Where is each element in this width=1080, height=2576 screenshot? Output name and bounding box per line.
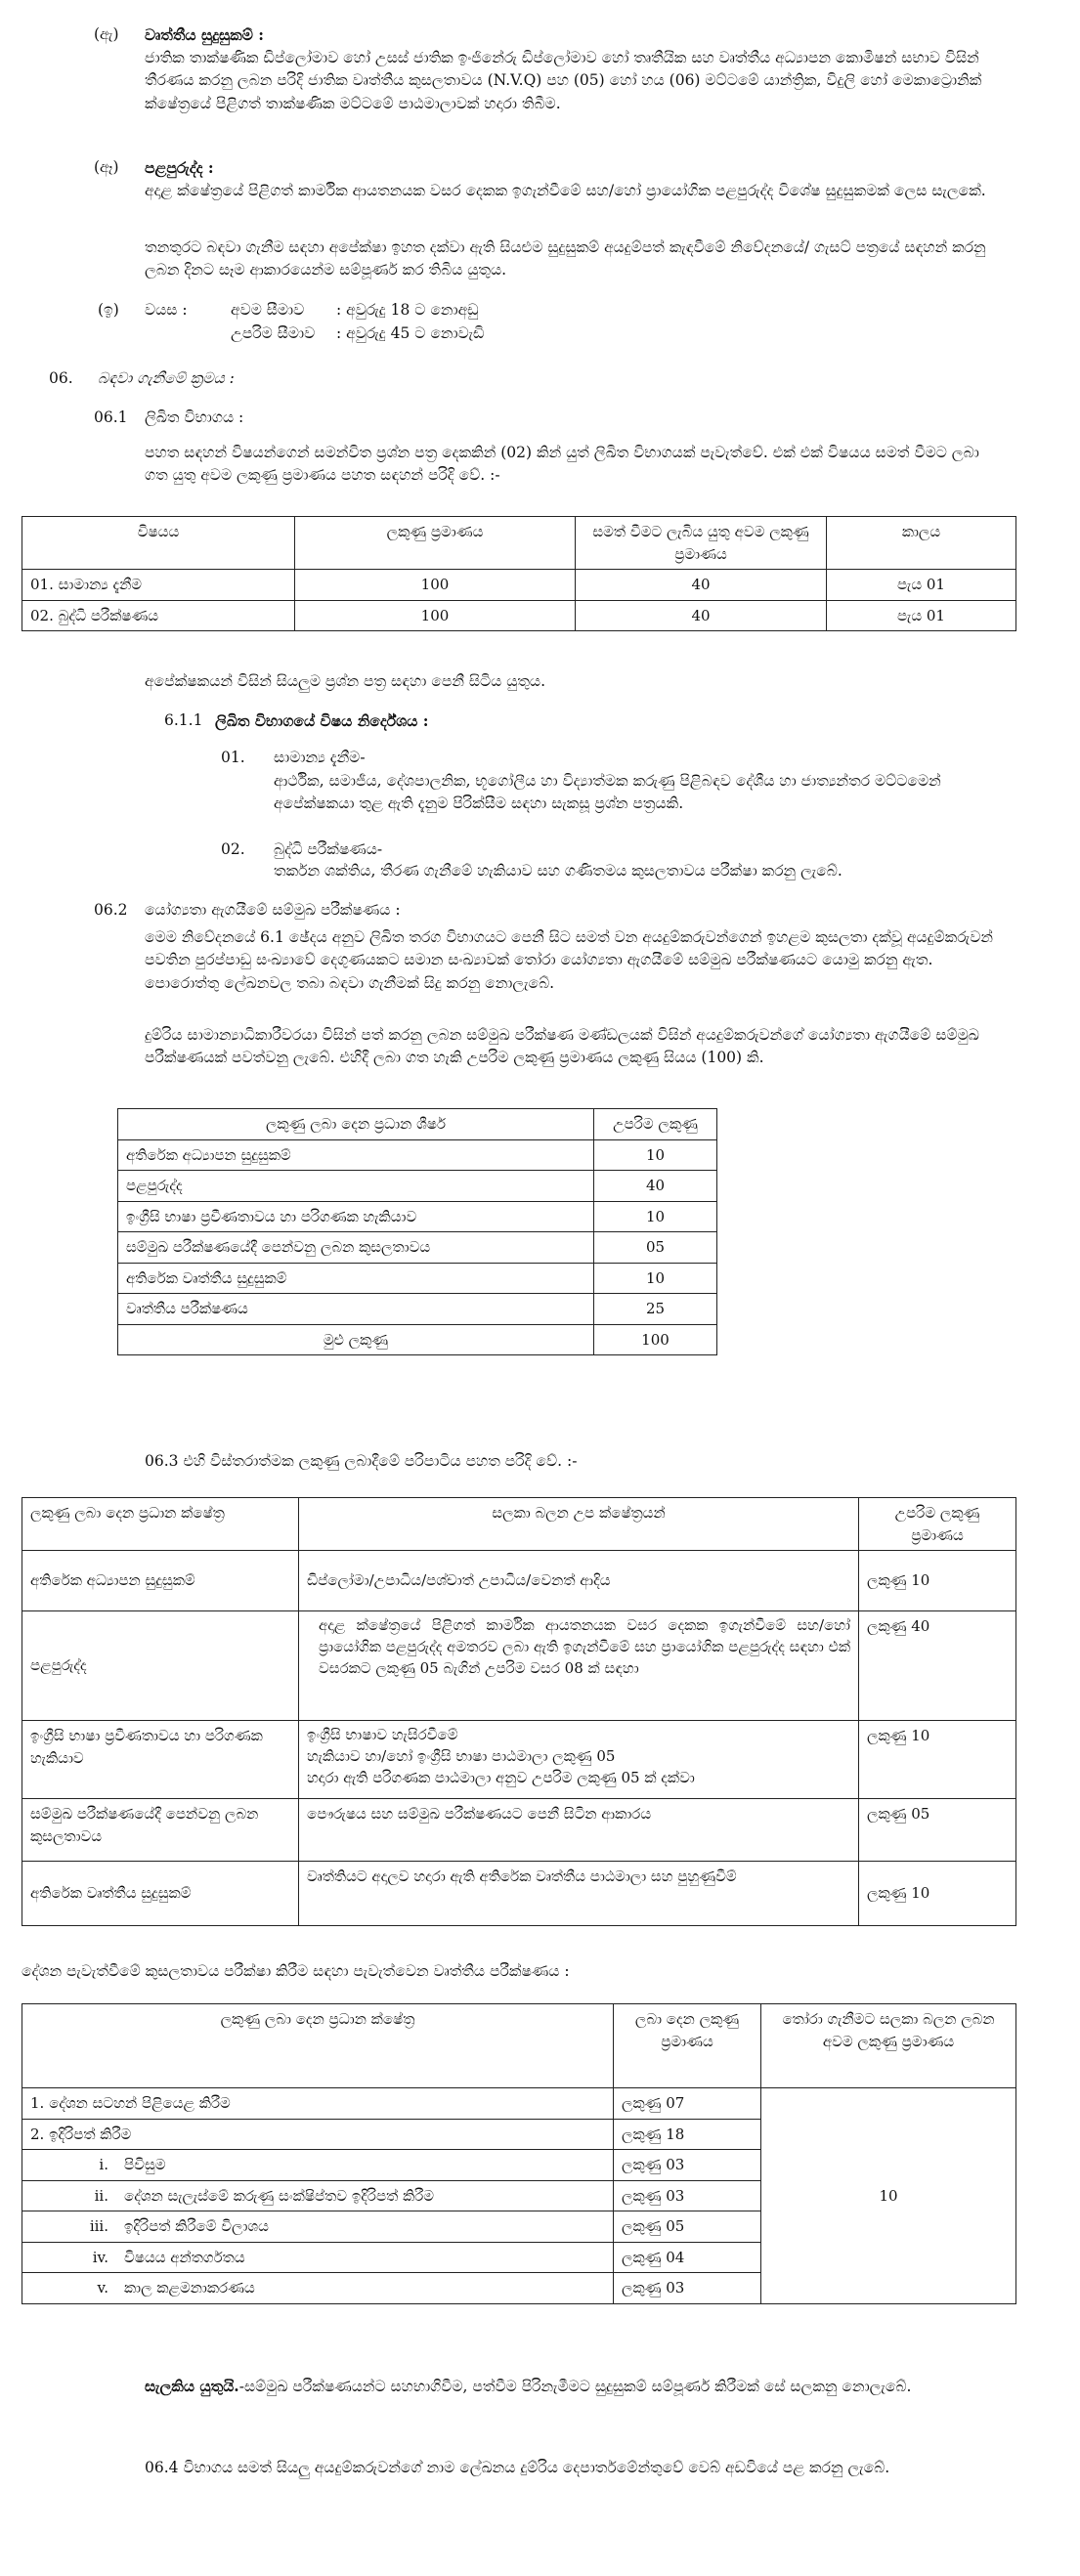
s061-title: ලිඛිත විභාගය : [145,408,244,426]
professional-test-title: දේශන පැවැත්වීමේ කුසලතාවය පරීක්ෂා කිරීම සඳහා පැවැත්වෙන වෘත්තීය පරීක්ෂණය : [22,1962,570,1980]
sec-c-label: (ඉ) [98,301,119,319]
sec-c-title: වයස : [145,301,188,319]
subrow-label: විෂයය අන්තර්ගතය [116,2242,614,2273]
min-marks-cell: 10 [761,2088,1016,2304]
written-exam-table [22,516,1016,631]
max-marks-cell: 05 [594,1232,717,1264]
field-cell: 1. දේශන සටහන් පිළියෙළ කිරීම [22,2088,614,2120]
max-marks-cell: ලකුණු 05 [859,1799,1016,1862]
subrow-number: iii. [22,2211,117,2243]
age-max-value: : අවුරුදු 45 ට නොවැඩි [336,324,485,342]
s611-number: 6.1.1 [164,711,203,729]
s063-text: 06.3 එහි විස්තරාත්මක ලකුණු ලබාදීමේ පරිපාටිය පහත පරිදි වේ. :- [145,1452,578,1470]
table-row [22,1721,1016,1799]
s062-paragraph2: දුම්රිය සාමාන්‍යාධිකාරීවරයා විසින් පත් කරනු ලබන සම්මුඛ පරීක්ෂණ මණ්ඩලයක් විසින් අයදුම්කරුවන්ගේ යෝග්‍යතා ඇගයීමේ සම්මුඛ පරීක්ෂණයක් පවත්වනු ලැබේ. එහිදී ලබා ගත හැකි උපරිම ලකුණු ප්‍රමාණය ලකුණු සියය (100) කි. [145,1026,979,1067]
s062-number: 06.2 [94,901,128,919]
sec-a-title: වෘත්තීය සුදුසුකම් : [145,25,264,44]
s611-item1-number: 01. [221,749,245,766]
subfield-cell: අදාළ ක්ෂේත්‍රයේ පිළිගත් කාර්මික ආයතනයක වසර දෙකක ඉගැන්වීමේ සහ/හෝ ප්‍රායෝගික පළපුරුද්ද අමතරව ලබා ඇති ඉගැන්වීමේ සහ ප්‍රායෝගික පළපුරුද්ද සඳහා එක් වසරකට ලකුණු 05 බැගින් උපරිම වසර 08 ක් සඳහා [299,1611,859,1721]
table-header-cell: තෝරා ගැනීමට සලකා බලන ලබන අවම ලකුණු ප්‍රමාණය [761,2004,1016,2088]
max-marks-cell: ලකුණු 10 [859,1862,1016,1926]
marks-cell: ලකුණු 04 [614,2242,761,2273]
table-row [118,1263,717,1294]
total-label-cell: මුළු ලකුණු [118,1324,594,1355]
marks-cell: 100 [295,600,576,631]
table-header-cell: ලකුණු ලබා දෙන ප්‍රධාන ශීර්ෂ [118,1109,594,1140]
table-row [118,1294,717,1325]
field-cell: සම්මුඛ පරීක්ෂණයේදී පෙන්වනු ලබන කුසලතාවය [22,1799,299,1862]
subrow-label: පිවිසුම [116,2150,614,2181]
table-row [118,1139,717,1171]
s611-item1-body: ආර්ථික, සමාජීය, දේශපාලනික, භූගෝලීය හා විද්‍යාත්මක කරුණු පිළිබඳව දේශීය හා ජාත්‍යන්තර මට්ටමෙන් අපේක්ෂකයා තුළ ඇති දැනුම පිරික්සීම සඳහා සැකසූ ප්‍රශ්න පත්‍රයකි. [274,772,941,813]
s062-paragraph1: මෙම නිවේදනයේ 6.1 ඡේදය අනුව ලිඛිත තරග විභාගයට පෙනී සිට සමත් වන අයදුම්කරුවන්ගෙන් ඉහළම කුසලතා දක්වූ අයදුම්කරුවන් පවතින පුරප්පාඩු සංඛ්‍යාවේ දෙගුණයකට සමාන සංඛ්‍යාවක් තෝරා යෝග්‍යතා ඇගයීමේ සම්මුඛ පරීක්ෂණයට යොමු කරනු ඇත. පොරොත්තු ලේඛනවල තබා බඳවා ගැනීමක් සිදු කරනු නොලැබේ. [145,928,993,992]
table-header-cell: උපරිම ලකුණු [594,1109,717,1140]
table-row [22,1862,1016,1926]
consideration-note [145,2375,1005,2398]
marks-cell: ලකුණු 18 [614,2119,761,2150]
criterion-cell: සම්මුඛ පරීක්ෂණයේදී පෙන්වනු ලබන කුසලතාවය [118,1232,594,1264]
subfield-cell: පෞරුෂය සහ සම්මුඛ පරීක්ෂණයට පෙනී සිටින ආකාරය [299,1799,859,1862]
table-header-row [22,517,1016,570]
subfield-cell: වෘත්තියට අදාලව හදාරා ඇති අතිරේක වෘත්තීය පාඨමාලා සහ පුහුණුවීම් [299,1862,859,1926]
s06-number: 06. [49,369,73,387]
max-marks-cell: 10 [594,1263,717,1294]
max-marks-cell: 25 [594,1294,717,1325]
s611-item2-number: 02. [221,840,245,858]
criterion-cell: වෘත්තීය පරීක්ෂණය [118,1294,594,1325]
s061-body: පහත සඳහන් විෂයන්ගෙන් සමන්විත ප්‍රශ්න පත්‍ර දෙකකින් (02) කින් යුත් ලිඛිත විභාගයක් පැවැත්වේ. එක් එක් විෂයය සමත් වීමට ලබා ගත යුතු අවම ලකුණු ප්‍රමාණය පහත සඳහන් පරිදි වේ. :- [145,444,979,485]
sec-b-title: පළපුරුද්ද : [145,158,214,177]
table-header-row [22,2004,1016,2088]
sec-a-label: (ඇ) [94,25,119,43]
note-paragraph: තනතුරට බඳවා ගැනීම සඳහා අපේක්ෂා ඉහත දක්වා ඇති සියළුම සුදුසුකම් අයදුම්පත් කැඳවීමේ නිවේදනයේ/ ගැසට් පත්‍රයේ සඳහන් කරනු ලබන දිනට සෑම ආකාරයෙන්ම සම්පූර්ණ කර තිබිය යුතුය. [145,238,986,279]
subrow-label: කාල කළමනාකරණය [116,2273,614,2304]
subfield-cell: ඉංග්‍රීසි භාෂාව හැසිරවීමේ හැකියාව හා/හෝ ඉංග්‍රීසි භාෂා පාඨමාලා ලකුණු 05 හදාරා ඇති පරිගණක පාඨමාලා අනුව උපරිම ලකුණු 05 ක් දක්වා [299,1721,859,1799]
marks-cell: ලකුණු 03 [614,2273,761,2304]
s611-title: ලිඛිත විභාගයේ විෂය නිර්දේශය : [215,711,429,730]
table-header-cell: සමත් වීමට ලැබිය යුතු අවම ලකුණු ප්‍රමාණය [576,517,827,570]
age-min-value: : අවුරුදු 18 ට නොඅඩු [336,301,479,319]
table-row [22,1611,1016,1721]
marks-cell: 100 [295,570,576,601]
sec-a-body: ජාතික තාක්ෂණික ඩිප්ලෝමාව හෝ උසස් ජාතික ඉංජිනේරු ඩිප්ලෝමාව හෝ තෘතීයික සහ වෘත්තීය අධ්‍යාපන කොමිෂන් සභාව විසින් තීරණය කරනු ලබන පරිදි ජාතික වෘත්තීය කුසලතාවය (N.V.Q) පහ (05) හෝ හය (06) මට්ටමේ යාන්ත්‍රික, විදුලි හෝ මෙකාට්‍රොනික් ක්ෂේත්‍රයේ පිළිගත් තාක්ෂණික මට්ටමේ පාඨමාලාවක් හදාරා තිබීම. [145,49,982,112]
detailed-marks-table [22,1497,1016,1926]
max-marks-cell: 10 [594,1201,717,1232]
s06-title: බඳවා ගැනීමේ ක්‍රමය : [98,369,235,387]
s611-item1-title: සාමාන්‍ය දැනීම- [274,749,366,766]
table-header-cell: විෂයය [22,517,295,570]
subrow-number: i. [22,2150,117,2181]
age-min-label: අවම සීමාව [231,301,305,319]
marks-cell: ලකුණු 03 [614,2150,761,2181]
table-row [22,1799,1016,1862]
subrow-label: ඉදිරිපත් කිරීමේ විලාශය [116,2211,614,2243]
marks-cell: ලකුණු 03 [614,2180,761,2211]
total-value-cell: 100 [594,1324,717,1355]
lecture-test-table [22,2003,1016,2304]
subrow-number: iv. [22,2242,117,2273]
field-cell: ඉංග්‍රීසි භාෂා ප්‍රවීණතාවය හා පරිගණක හැකියාව [22,1721,299,1799]
table-header-row [118,1109,717,1140]
table-row [118,1201,717,1232]
s611-item2-body: තර්කන ශක්තිය, තීරණ ගැනීමේ හැකියාව සහ ගණිතමය කුසලතාවය පරීක්ෂා කරනු ලැබේ. [274,862,842,880]
duration-cell: පැය 01 [827,570,1016,601]
table-header-cell: සලකා බලන උප ක්ෂේත්‍රයන් [299,1498,859,1551]
s064-text: 06.4 විභාගය සමත් සියලු අයදුම්කරුවන්ගේ නාම ලේඛනය දුම්රිය දෙපාර්තමේන්තුවේ වෙබ් අඩවියේ පළ කරනු ලැබේ. [145,2459,890,2476]
field-cell: 2. ඉදිරිපත් කිරීම [22,2119,614,2150]
criterion-cell: ඉංග්‍රීසි භාෂා ප්‍රවීණතාවය හා පරිගණක හැකියාව [118,1201,594,1232]
interview-marks-table [117,1108,717,1355]
sec-b-label: (ඈ) [94,158,119,176]
s611-item2-title: බුද්ධි පරීක්ෂණය- [274,840,383,858]
table-header-cell: කාලය [827,517,1016,570]
max-marks-cell: 40 [594,1171,717,1202]
field-cell: අතිරේක අධ්‍යාපන සුදුසුකම් [22,1551,299,1611]
pass-marks-cell: 40 [576,570,827,601]
subrow-label: දේශන සැලැස්මේ කරුණු සංක්ෂිප්තව ඉදිරිපත් කිරීම [116,2180,614,2211]
criterion-cell: පළපුරුද්ද [118,1171,594,1202]
table-total-row [118,1324,717,1355]
max-marks-cell: ලකුණු 10 [859,1551,1016,1611]
subfield-cell: ඩිප්ලෝමා/උපාධිය/පශ්චාත් උපාධිය/වෙනත් ආදිය [299,1551,859,1611]
table-row [22,570,1016,601]
max-marks-cell: 10 [594,1139,717,1171]
field-cell: අතිරේක වෘත්තීය සුදුසුකම් [22,1862,299,1926]
marks-cell: ලකුණු 07 [614,2088,761,2120]
table-row [118,1171,717,1202]
pass-marks-cell: 40 [576,600,827,631]
s061-number: 06.1 [94,408,128,426]
marks-cell: ලකුණු 05 [614,2211,761,2243]
subject-cell: 02. බුද්ධි පරීක්ෂණය [22,600,295,631]
table-header-cell: ලකුණු ලබා දෙන ප්‍රධාන ක්ෂේත්‍ර [22,2004,614,2088]
criterion-cell: අතිරේක වෘත්තීය සුදුසුකම් [118,1263,594,1294]
criterion-cell: අතිරේක අධ්‍යාපන සුදුසුකම් [118,1139,594,1171]
table-header-cell: ලබා දෙන ලකුණු ප්‍රමාණය [614,2004,761,2088]
table-row [22,2088,1016,2120]
age-max-label: උපරිම සීමාව [231,324,316,342]
consideration-note-text: -සම්මුඛ පරීක්ෂණයන්ට සහභාගිවීම, පත්වීම පිරිනැමීමට සුදුසුකම් සම්පූර්ණ කිරීමක් සේ සලකනු නොලැබේ. [238,2378,912,2395]
after-table1-note: අපේක්ෂකයන් විසින් සියලුම ප්‍රශ්න පත්‍ර සඳහා පෙනී සිටිය යුතුය. [145,672,546,690]
subrow-number: ii. [22,2180,117,2211]
table-header-cell: ලකුණු ලබා දෙන ප්‍රධාන ක්ෂේත්‍ර [22,1498,299,1551]
table-header-cell: ලකුණු ප්‍රමාණය [295,517,576,570]
table-row [22,1551,1016,1611]
table-header-row [22,1498,1016,1551]
field-cell: පළපුරුද්ද [22,1611,299,1721]
sec-b-body: අදාළ ක්ෂේත්‍රයේ පිළිගත් කාර්මික ආයතනයක වසර දෙකක ඉගැන්වීමේ සහ/හෝ ප්‍රායෝගික පළපුරුද්ද විශේෂ සුදුසුකමක් ලෙස සැලකේ. [145,182,986,199]
subrow-number: v. [22,2273,117,2304]
max-marks-cell: ලකුණු 40 [859,1611,1016,1721]
table-row [118,1232,717,1264]
s062-title: යෝග්‍යතා ඇගයීමේ සම්මුඛ පරීක්ෂණය : [145,901,401,919]
subject-cell: 01. සාමාන්‍ය දැනීම [22,570,295,601]
duration-cell: පැය 01 [827,600,1016,631]
max-marks-cell: ලකුණු 10 [859,1721,1016,1799]
table-row [22,600,1016,631]
consideration-note-label: සැලකිය යුතුයි. [145,2377,239,2395]
table-header-cell: උපරිම ලකුණු ප්‍රමාණය [859,1498,1016,1551]
